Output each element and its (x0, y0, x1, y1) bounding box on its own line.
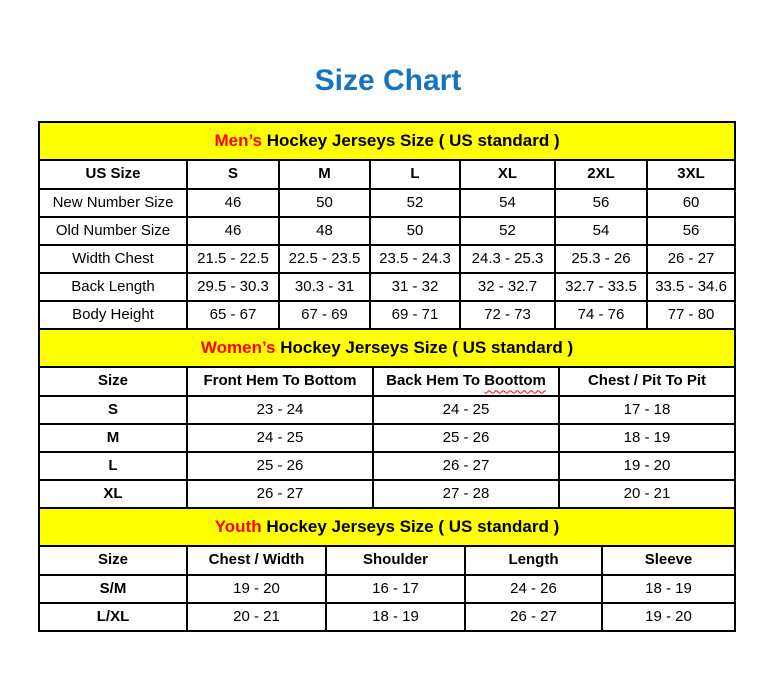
womens-size-table (38, 328, 736, 509)
womens-section-title-highlight: Women’s (200, 337, 276, 357)
col-header: Chest / Width (187, 546, 326, 575)
cell: 18 - 19 (326, 603, 465, 631)
table-row (39, 575, 735, 603)
row-label: New Number Size (39, 189, 187, 217)
cell: 52 (460, 217, 555, 245)
cell: 25 - 26 (187, 452, 373, 480)
cell: 24.3 - 25.3 (460, 245, 555, 273)
cell: 65 - 67 (187, 301, 279, 329)
table-row (39, 301, 735, 329)
table-row (39, 603, 735, 631)
size-chart-tables (38, 121, 734, 632)
cell: 26 - 27 (465, 603, 602, 631)
womens-section-title (39, 329, 735, 367)
mens-column-header-row (39, 160, 735, 189)
cell: 19 - 20 (602, 603, 735, 631)
cell: 32 - 32.7 (460, 273, 555, 301)
col-header: L (370, 160, 460, 189)
youth-section-title-highlight: Youth (214, 516, 262, 536)
cell: 46 (187, 189, 279, 217)
col-header: Front Hem To Bottom (187, 367, 373, 396)
cell: 31 - 32 (370, 273, 460, 301)
row-label: Width Chest (39, 245, 187, 273)
col-header: Shoulder (326, 546, 465, 575)
table-row (39, 424, 735, 452)
cell: 54 (460, 189, 555, 217)
page-title: Size Chart (314, 64, 462, 97)
col-header-back-hem-prefix: Back Hem To (386, 372, 485, 390)
col-header: S (187, 160, 279, 189)
cell: 17 - 18 (559, 396, 735, 424)
row-label: Old Number Size (39, 217, 187, 245)
row-label: L/XL (39, 603, 187, 631)
col-header-misspelled-word: Boottom (484, 372, 546, 390)
cell: 50 (370, 217, 460, 245)
col-header: US Size (39, 160, 187, 189)
cell: 19 - 20 (187, 575, 326, 603)
cell: 50 (279, 189, 370, 217)
cell: 46 (187, 217, 279, 245)
col-header: Size (39, 546, 187, 575)
cell: 21.5 - 22.5 (187, 245, 279, 273)
mens-section-header-row (39, 122, 735, 160)
cell: 24 - 25 (373, 396, 559, 424)
table-row (39, 452, 735, 480)
table-row (39, 273, 735, 301)
cell: 77 - 80 (647, 301, 735, 329)
youth-section-header-row (39, 508, 735, 546)
cell: 30.3 - 31 (279, 273, 370, 301)
col-header-back-hem (373, 367, 559, 396)
col-header: Length (465, 546, 602, 575)
youth-column-header-row (39, 546, 735, 575)
col-header: 2XL (555, 160, 647, 189)
cell: 60 (647, 189, 735, 217)
row-label: S (39, 396, 187, 424)
cell: 48 (279, 217, 370, 245)
row-label: S/M (39, 575, 187, 603)
row-label: Back Length (39, 273, 187, 301)
cell: 24 - 25 (187, 424, 373, 452)
cell: 52 (370, 189, 460, 217)
mens-section-title-rest: Hockey Jerseys Size ( US standard ) (262, 130, 560, 150)
table-row (39, 189, 735, 217)
cell: 72 - 73 (460, 301, 555, 329)
table-row (39, 396, 735, 424)
womens-section-header-row (39, 329, 735, 367)
womens-column-header-row (39, 367, 735, 396)
cell: 25 - 26 (373, 424, 559, 452)
cell: 26 - 27 (187, 480, 373, 508)
cell: 69 - 71 (370, 301, 460, 329)
col-header: Sleeve (602, 546, 735, 575)
cell: 20 - 21 (559, 480, 735, 508)
cell: 22.5 - 23.5 (279, 245, 370, 273)
col-header: Chest / Pit To Pit (559, 367, 735, 396)
cell: 67 - 69 (279, 301, 370, 329)
table-row (39, 217, 735, 245)
cell: 26 - 27 (373, 452, 559, 480)
mens-size-table (38, 121, 736, 330)
cell: 23.5 - 24.3 (370, 245, 460, 273)
table-row (39, 245, 735, 273)
row-label: L (39, 452, 187, 480)
cell: 32.7 - 33.5 (555, 273, 647, 301)
cell: 18 - 19 (559, 424, 735, 452)
mens-section-title-highlight: Men’s (214, 130, 262, 150)
mens-section-title (39, 122, 735, 160)
cell: 26 - 27 (647, 245, 735, 273)
row-label: XL (39, 480, 187, 508)
cell: 56 (555, 189, 647, 217)
cell: 20 - 21 (187, 603, 326, 631)
cell: 56 (647, 217, 735, 245)
cell: 18 - 19 (602, 575, 735, 603)
cell: 16 - 17 (326, 575, 465, 603)
cell: 54 (555, 217, 647, 245)
col-header: M (279, 160, 370, 189)
cell: 27 - 28 (373, 480, 559, 508)
table-row (39, 480, 735, 508)
youth-size-table (38, 507, 736, 632)
womens-section-title-rest: Hockey Jerseys Size ( US standard ) (275, 337, 574, 357)
cell: 23 - 24 (187, 396, 373, 424)
cell: 74 - 76 (555, 301, 647, 329)
cell: 33.5 - 34.6 (647, 273, 735, 301)
row-label: Body Height (39, 301, 187, 329)
cell: 25.3 - 26 (555, 245, 647, 273)
cell: 29.5 - 30.3 (187, 273, 279, 301)
youth-section-title-rest: Hockey Jerseys Size ( US standard ) (261, 516, 560, 536)
col-header: XL (460, 160, 555, 189)
row-label: M (39, 424, 187, 452)
cell: 24 - 26 (465, 575, 602, 603)
col-header: Size (39, 367, 187, 396)
cell: 19 - 20 (559, 452, 735, 480)
col-header: 3XL (647, 160, 735, 189)
youth-section-title (39, 508, 735, 546)
